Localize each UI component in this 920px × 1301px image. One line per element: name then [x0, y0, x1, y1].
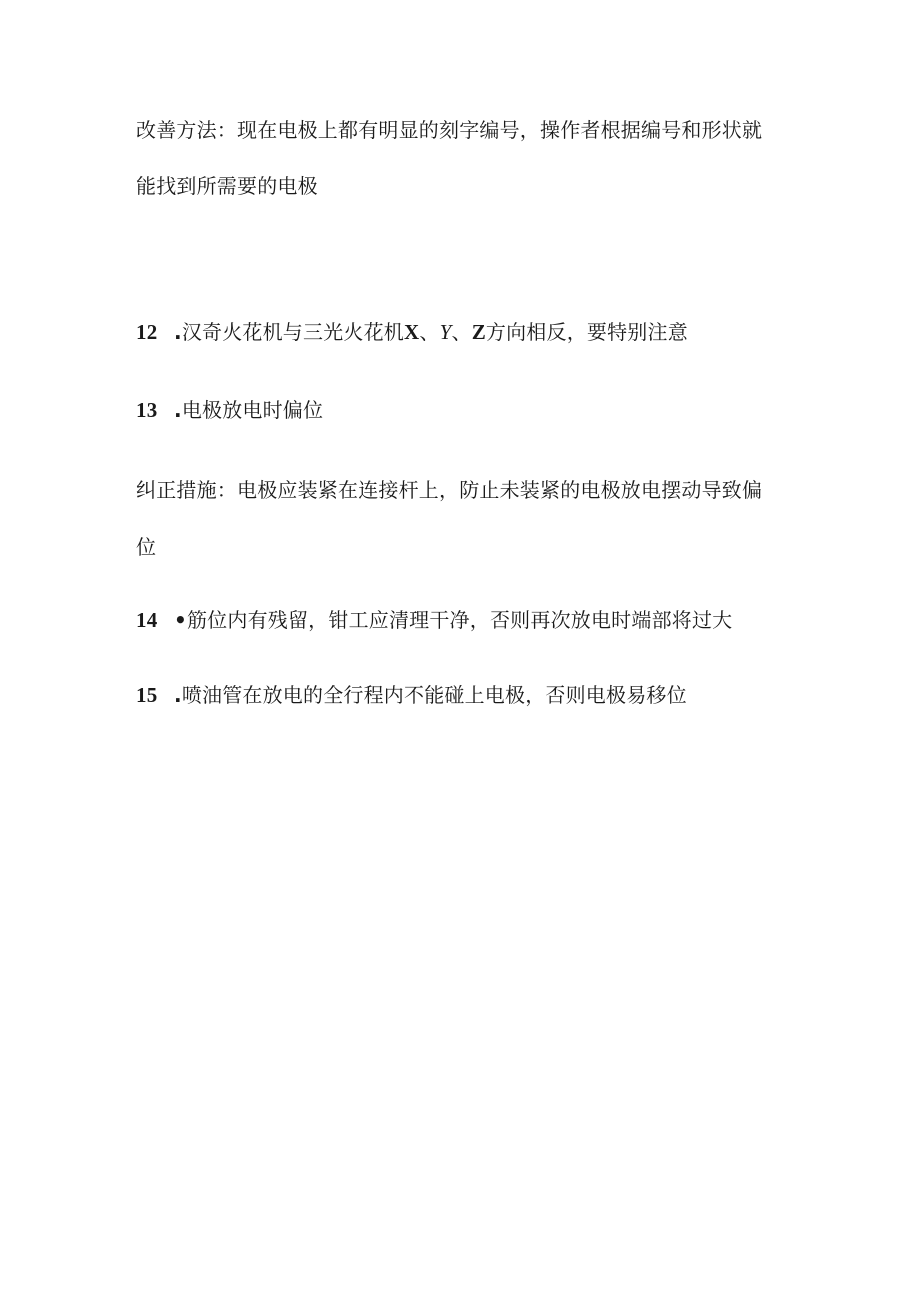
item-15	[136, 681, 687, 709]
item-12-number: 12	[136, 320, 158, 344]
item-14-number: 14	[136, 608, 158, 632]
item-14-text: 筋位内有残留，钳工应清理干净，否则再次放电时端部将过大	[186, 608, 733, 632]
item-13-number: 13	[136, 398, 158, 422]
item-14-separator: •	[174, 608, 187, 632]
correction-line-1: 纠正措施：电极应装紧在连接杆上，防止未装紧的电极放电摆动导致偏	[136, 478, 763, 502]
item-12-text-a: 汉奇火花机与三光火花机	[181, 320, 405, 344]
item-12-x: X	[404, 320, 420, 344]
item-12-y: Y	[439, 320, 452, 344]
item-13-text: 电极放电时偏位	[181, 398, 324, 422]
item-15-number: 15	[136, 683, 158, 707]
item-15-separator: .	[174, 683, 182, 707]
item-12-text-b: 方向相反，要特别注意	[485, 320, 688, 344]
item-12-z: Z	[471, 320, 486, 344]
item-12-comma-1: 、	[419, 320, 440, 344]
improvement-line-1: 改善方法：现在电极上都有明显的刻字编号，操作者根据编号和形状就	[136, 118, 763, 142]
item-14	[136, 606, 732, 634]
item-13-separator: .	[174, 398, 182, 422]
item-13	[136, 396, 323, 424]
item-12	[136, 318, 688, 346]
improvement-line-2: 能找到所需要的电极	[136, 174, 318, 198]
item-12-comma-2: 、	[451, 320, 472, 344]
item-12-separator: .	[174, 320, 182, 344]
item-15-text: 喷油管在放电的全行程内不能碰上电极，否则电极易移位	[181, 683, 687, 707]
correction-line-2: 位	[136, 535, 157, 559]
